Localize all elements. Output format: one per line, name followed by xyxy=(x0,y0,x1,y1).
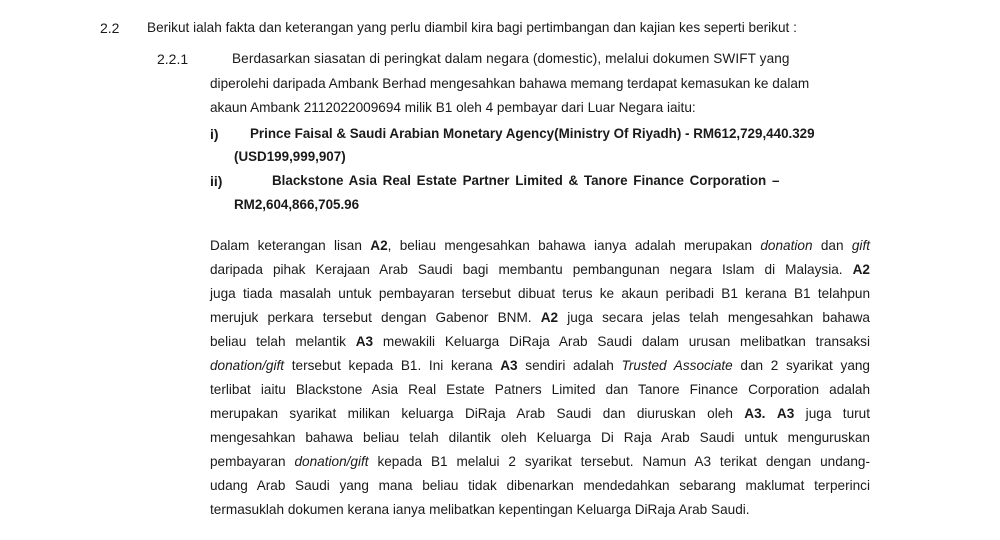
item-1-line-1: Prince Faisal & Saudi Arabian Monetary Agency(Ministry Of Riyadh) - RM612,729,440.329 xyxy=(250,126,815,141)
paragraph-line xyxy=(210,450,870,474)
text: juga turut xyxy=(794,406,870,421)
paragraph-line: udang Arab Saudi yang mana beliau tidak dibenarkan mendedahkan sebarang maklumat terperinci xyxy=(210,478,870,493)
paragraph-line: termasuklah dokumen kerana ianya melibatkan kepentingan Keluarga DiRaja Arab Saudi. xyxy=(210,502,750,517)
witness-ref: A2 xyxy=(540,310,559,325)
subsection-number: 2.2.1 xyxy=(157,51,189,67)
paragraph-line: juga tiada masalah untuk pembayaran tersebut dibuat terus ke akaun peribadi B1 kerana B1 telahpun xyxy=(210,286,870,301)
paragraph-line: mengesahkan bahawa beliau telah dilantik oleh Keluarga Di Raja Arab Saudi untuk menguruskan xyxy=(210,430,870,445)
item-2-marker: ii) xyxy=(210,173,223,189)
witness-ref: A2 xyxy=(370,238,388,253)
item-2-line-1: Blackstone Asia Real Estate Partner Limited & Tanore Finance Corporation – xyxy=(272,173,780,188)
text: merujuk perkara tersebut dengan Gabenor BNM. xyxy=(210,310,541,325)
term: gift xyxy=(851,238,871,253)
term: donation/gift xyxy=(210,358,285,373)
text: beliau telah melantik xyxy=(210,334,356,349)
text: daripada pihak Kerajaan Arab Saudi bagi membantu pembangunan negara Islam di Malaysia. xyxy=(210,262,853,277)
text: mewakili Keluarga DiRaja Arab Saudi dalam urusan melibatkan transaksi xyxy=(373,334,870,349)
section-number: 2.2 xyxy=(100,20,120,36)
term: Trusted Associate xyxy=(621,358,733,373)
item-2-line-2: RM2,604,866,705.96 xyxy=(234,197,360,212)
subsection-line-2: diperolehi daripada Ambank Berhad mengesahkan bahawa memang terdapat kemasukan ke dalam xyxy=(210,76,810,91)
subsection-line-3: akaun Ambank 2112022009694 milik B1 oleh 4 pembayar dari Luar Negara iaitu: xyxy=(210,100,696,115)
statement-paragraph xyxy=(210,234,870,522)
paragraph-line xyxy=(210,330,870,354)
term: donation xyxy=(760,238,813,253)
text: juga secara jelas telah mengesahkan bahawa xyxy=(558,310,870,325)
text: pembayaran xyxy=(210,454,295,469)
item-1-marker: i) xyxy=(210,126,219,142)
witness-ref: A3. xyxy=(744,406,766,421)
paragraph-line xyxy=(210,402,870,426)
witness-ref: A3 xyxy=(500,358,518,373)
term: donation/gift xyxy=(294,454,369,469)
witness-ref: A3 xyxy=(355,334,374,349)
text: merupakan syarikat milikan keluarga DiRaja Arab Saudi dan diuruskan oleh xyxy=(210,406,745,421)
text: sendiri adalah xyxy=(517,358,622,373)
witness-ref: A3 xyxy=(776,406,795,421)
paragraph-line xyxy=(210,354,870,378)
paragraph-line xyxy=(210,258,870,282)
text: , beliau mengesahkan bahawa ianya adalah merupakan xyxy=(387,238,761,253)
subsection-line-1: Berdasarkan siasatan di peringkat dalam negara (domestic), melalui dokumen SWIFT yang xyxy=(232,51,790,66)
paragraph-line xyxy=(210,234,870,258)
text xyxy=(765,406,776,421)
text: Dalam keterangan lisan xyxy=(210,238,371,253)
item-1-line-2: (USD199,999,907) xyxy=(234,149,346,164)
text: tersebut kepada B1. Ini kerana xyxy=(284,358,501,373)
section-intro: Berikut ialah fakta dan keterangan yang perlu diambil kira bagi pertimbangan dan kajian kes seperti berikut : xyxy=(147,20,797,35)
text: kepada B1 melalui 2 syarikat tersebut. Namun A3 terikat dengan undang- xyxy=(368,454,870,469)
text: dan xyxy=(812,238,852,253)
text: dan 2 syarikat yang xyxy=(732,358,870,373)
witness-ref: A2 xyxy=(852,262,870,277)
paragraph-line: terlibat iaitu Blackstone Asia Real Estate Patners Limited dan Tanore Finance Corporation adalah xyxy=(210,382,870,397)
paragraph-line xyxy=(210,306,870,330)
